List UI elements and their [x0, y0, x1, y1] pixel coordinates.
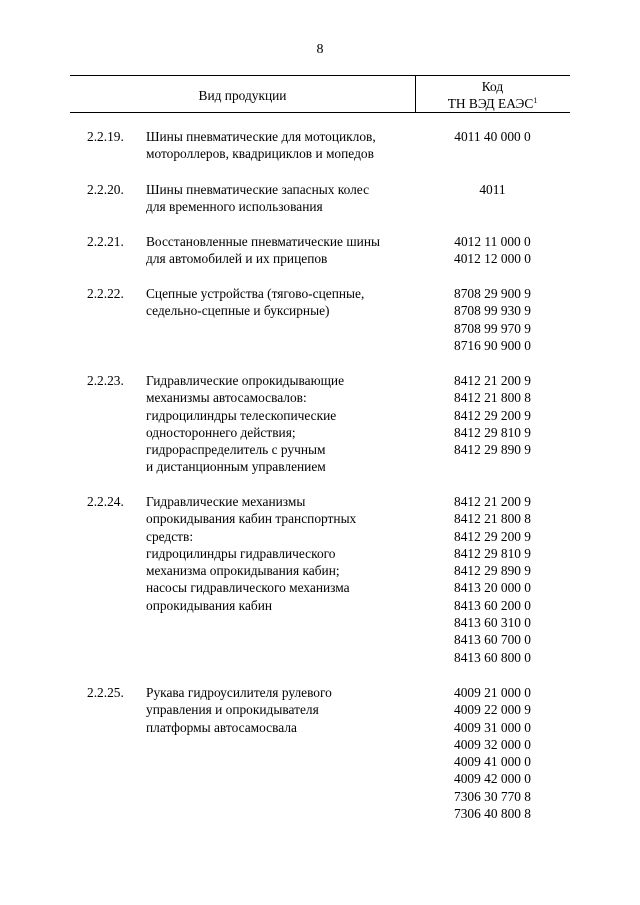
hs-codes [415, 684, 570, 822]
hs-codes [415, 181, 570, 198]
description-line: гидроцилиндры телескопические [146, 407, 337, 423]
row-number: 2.2.22. [87, 286, 124, 301]
hs-code: 8412 29 200 9 [454, 528, 531, 544]
product-description [146, 233, 411, 268]
description-line: Рукава гидроусилителя рулевого [146, 685, 332, 700]
hs-codes [415, 233, 570, 268]
code-header-text: ТН ВЭД ЕАЭС [447, 96, 534, 111]
hs-code: 8413 20 000 0 [454, 580, 531, 596]
hs-code: 8412 21 200 9 [454, 494, 531, 509]
product-description [146, 128, 411, 163]
product-description [146, 181, 411, 216]
hs-code: 8413 60 310 0 [454, 615, 531, 631]
product-description [146, 684, 411, 736]
hs-code: 8716 90 900 0 [454, 337, 531, 353]
hs-code: 8412 29 810 9 [454, 545, 531, 561]
hs-code: 8412 21 800 8 [454, 511, 531, 527]
hs-code: 4011 [479, 182, 506, 197]
hs-code: 8412 29 200 9 [454, 407, 531, 423]
hs-code: 8413 60 800 0 [454, 649, 531, 665]
hs-code: 8413 60 200 0 [454, 597, 531, 613]
row-number: 2.2.25. [87, 685, 124, 700]
hs-code: 7306 40 800 8 [454, 806, 531, 822]
row-number: 2.2.20. [87, 182, 124, 197]
hs-code: 4012 11 000 0 [454, 234, 531, 249]
description-line: одностороннего действия; [146, 424, 296, 440]
description-line: Сцепные устройства (тягово-сцепные, [146, 286, 365, 301]
hs-code: 8412 21 800 8 [454, 390, 531, 406]
hs-code: 8412 29 890 9 [454, 442, 531, 458]
footnote-mark: 1 [533, 96, 538, 105]
description-line: гидроцилиндры гидравлического [146, 545, 336, 561]
row-number: 2.2.19. [87, 129, 124, 144]
hs-codes [415, 128, 570, 145]
hs-code: 4009 42 000 0 [454, 771, 531, 787]
hs-code: 4011 40 000 0 [454, 129, 531, 144]
description-line: опрокидывания кабин транспортных [146, 511, 357, 527]
page-number: 8 [316, 42, 324, 57]
table-top-rule [70, 75, 570, 76]
description-line: управления и опрокидывателя [146, 702, 319, 718]
hs-codes [415, 372, 570, 458]
description-line: мотороллеров, квадрициклов и мопедов [146, 146, 374, 162]
hs-code: 8708 99 970 9 [454, 320, 531, 336]
hs-code: 7306 30 770 8 [454, 788, 531, 804]
hs-code: 4009 31 000 0 [454, 719, 531, 735]
hs-codes [415, 493, 570, 666]
description-line: механизмы автосамосвалов: [146, 390, 307, 406]
hs-code: 8708 99 930 9 [454, 303, 531, 319]
hs-code: 8413 60 700 0 [454, 632, 531, 648]
code-column-header [415, 78, 570, 112]
hs-code: 8412 29 890 9 [454, 563, 531, 579]
code-header-line1: Код [481, 79, 504, 94]
description-line: и дистанционным управлением [146, 459, 326, 475]
row-number: 2.2.23. [87, 373, 124, 388]
hs-code: 8412 21 200 9 [454, 373, 531, 388]
description-line: средств: [146, 528, 194, 544]
description-line: Гидравлические механизмы [146, 494, 306, 509]
description-line: для временного использования [146, 199, 323, 215]
description-line: механизма опрокидывания кабин; [146, 563, 340, 579]
row-number: 2.2.21. [87, 234, 124, 249]
header-bottom-rule [70, 112, 570, 113]
description-line: Шины пневматические для мотоциклов, [146, 129, 376, 144]
description-line: Шины пневматические запасных колес [146, 182, 370, 197]
code-header-line2 [415, 95, 570, 112]
description-line: гидрораспределитель с ручным [146, 442, 326, 458]
description-line: опрокидывания кабин [146, 597, 273, 613]
product-description [146, 372, 411, 476]
description-line: для автомобилей и их прицепов [146, 251, 328, 267]
row-number: 2.2.24. [87, 494, 124, 509]
hs-code: 4009 32 000 0 [454, 736, 531, 752]
hs-code: 8708 29 900 9 [454, 286, 531, 301]
description-line: Гидравлические опрокидывающие [146, 373, 345, 388]
hs-code: 4009 41 000 0 [454, 754, 531, 770]
description-line: Восстановленные пневматические шины [146, 234, 380, 249]
hs-code: 4012 12 000 0 [454, 251, 531, 267]
description-line: платформы автосамосвала [146, 719, 297, 735]
description-line: седельно-сцепные и буксирные) [146, 303, 330, 319]
product-description [146, 493, 411, 614]
hs-codes [415, 285, 570, 354]
hs-code: 4009 22 000 9 [454, 702, 531, 718]
description-line: насосы гидравлического механизма [146, 580, 350, 596]
product-description [146, 285, 411, 320]
hs-code: 4009 21 000 0 [454, 685, 531, 700]
product-column-header: Вид продукции [198, 88, 287, 103]
hs-code: 8412 29 810 9 [454, 424, 531, 440]
